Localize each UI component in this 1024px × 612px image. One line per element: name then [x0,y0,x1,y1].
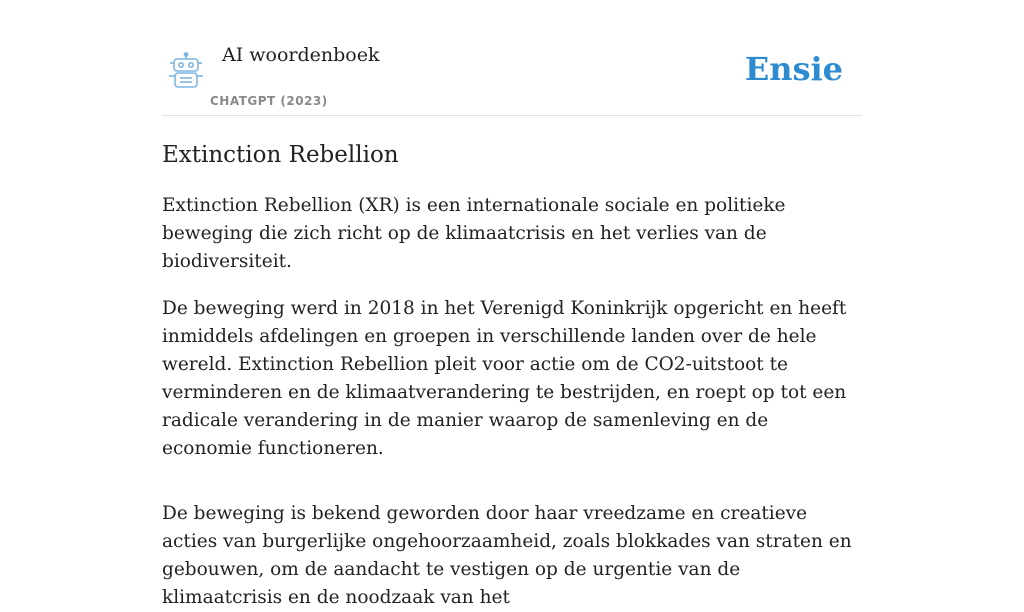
definition-paragraph: De beweging werd in 2018 in het Verenigd Koninkrijk opgericht en heeft inmiddels afdelingen en groepen in verschillende landen over de hele wereld. Extinction Rebellion pleit voor actie om de CO2-uitstoot te verminderen en de klimaatverandering te bestrijden, en roept op tot een radicale verandering in de manier waarop de samenleving en de economie functioneren. [162,298,847,459]
brand-logo[interactable]: Ensie [744,50,843,88]
robot-icon [166,52,206,90]
definition-paragraph: Extinction Rebellion (XR) is een internationale sociale en politieke beweging die zich richt op de klimaatcrisis en het verlies van de biodiversiteit. [162,195,786,272]
entry-definition [162,192,862,612]
source-label: CHATGPT (2023) [210,94,328,108]
header [162,0,862,116]
definition-paragraph: De beweging is bekend geworden door haar vreedzame en creatieve acties van burgerlijke ongehoorzaamheid, zoals blokkades van straten en gebouwen, om de aandacht te vestigen op de urgentie van de klimaatcrisis en de noodzaak van het [162,503,852,608]
page [162,0,862,612]
dictionary-title[interactable]: AI woordenboek [222,44,380,66]
entry-term: Extinction Rebellion [162,142,399,168]
